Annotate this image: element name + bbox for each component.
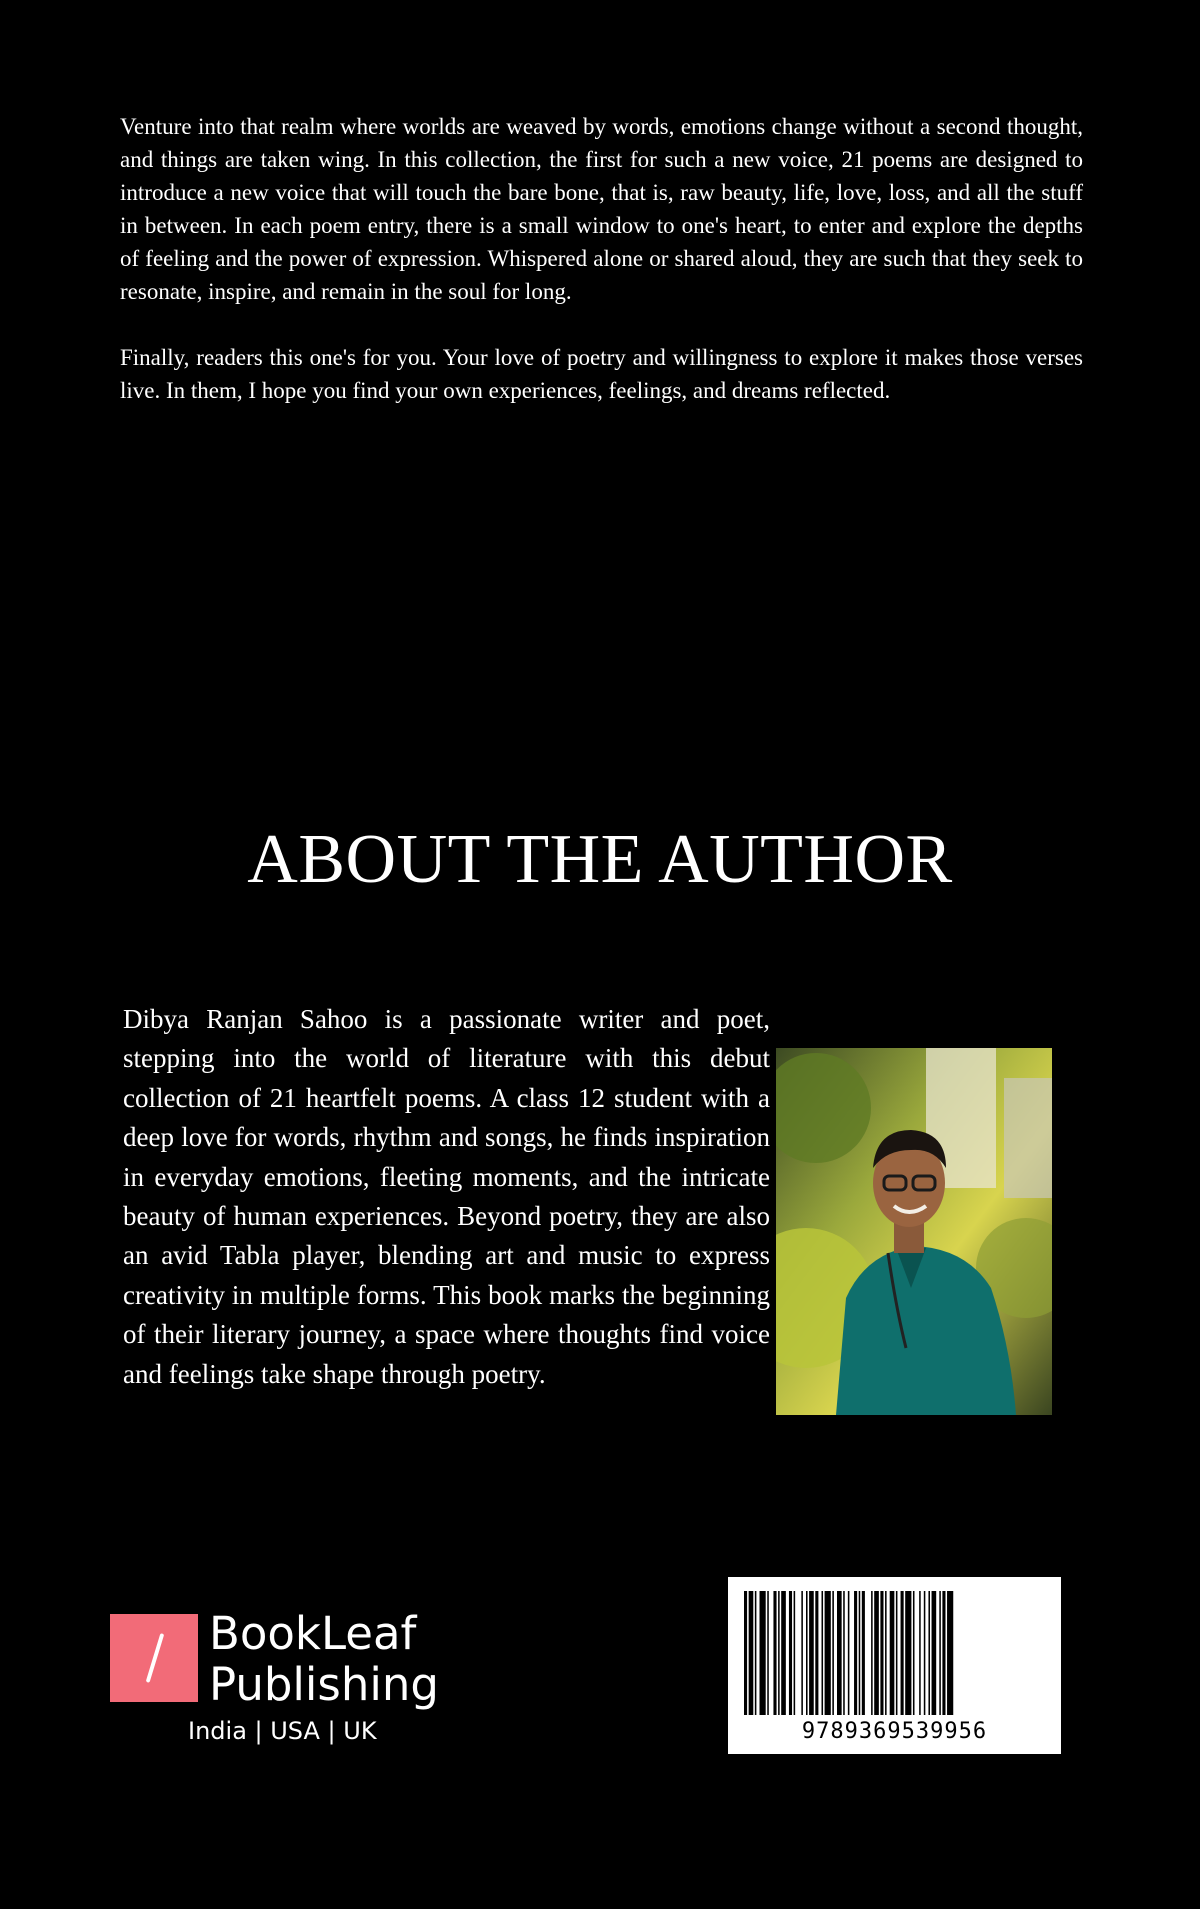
barcode-bar [854,1591,857,1715]
barcode-bar [806,1591,808,1715]
publisher-regions: India | USA | UK [188,1717,377,1745]
barcode-bar [924,1591,926,1715]
barcode-bar [901,1591,904,1715]
barcode-bar [896,1591,898,1715]
publisher-name-line-2: Publishing [209,1658,439,1711]
barcode-bar [885,1591,887,1715]
barcode-icon [744,1591,1045,1715]
barcode-bar [843,1591,845,1715]
barcode-bar [832,1591,834,1715]
blurb-paragraph: Venture into that realm where worlds are weaved by words, emotions change without a second thought, and things are taken wing. In this collection, the first for such a new voice, 21 poems are designed to introduce a new voice that will touch the bare bone, that is, raw beauty, life, love, loss, and all the stuff in between. In each poem entry, there is a small window to one's heart, to enter and explore the depths of feeling and the power of expression. Whispered alone or shared aloud, they are such that they seek to resonate, inspire, and remain in the soul for long. [120,114,1083,304]
author-portrait-image [776,1048,1052,1415]
barcode-bar [913,1591,915,1715]
barcode-bar [744,1591,747,1715]
isbn-barcode [728,1577,1061,1754]
barcode-bar [789,1591,792,1715]
barcode-bar [848,1591,850,1715]
about-author-heading: ABOUT THE AUTHOR [247,821,953,898]
barcode-bar [778,1591,780,1715]
barcode-bar [837,1591,842,1715]
barcode-bar [794,1591,796,1715]
barcode-bar [801,1591,803,1715]
barcode-bar [862,1591,865,1715]
barcode-bar [905,1591,911,1715]
publisher-name-line-1: BookLeaf [209,1607,417,1660]
blurb-paragraph: Finally, readers this one's for you. Your love of poetry and willingness to explore it makes those verses live. In them, I hope you find your own experiences, feelings, and dreams reflected. [120,345,1083,403]
barcode-bar [749,1591,754,1715]
barcode-bar [809,1591,814,1715]
barcode-bar [760,1591,766,1715]
barcode-bar [880,1591,883,1715]
barcode-bar [871,1591,873,1715]
back-cover-blurb [120,110,1083,440]
barcode-bar [939,1591,941,1715]
barcode-bar [874,1591,879,1715]
barcode-bar [815,1591,818,1715]
barcode-bar [767,1591,769,1715]
author-photo [776,1048,1052,1415]
barcode-bar [755,1591,757,1715]
publisher-logo [110,1607,440,1752]
isbn-number: 9789369539956 [801,1719,988,1744]
barcode-bar [822,1591,824,1715]
barcode-bar [947,1591,953,1715]
barcode-bar [890,1591,895,1715]
barcode-bar [825,1591,831,1715]
author-bio: Dibya Ranjan Sahoo is a passionate writer and poet, stepping into the world of literature with this debut collection of 21 heartfelt poems. A class 12 student with a deep love for words, rhythm and songs, he finds inspiration in everyday emotions, fleeting moments, and the intricate beauty of human experiences. Beyond poetry, they are also an avid Tabla player, blending art and music to express creativity in multiple forms. This book marks the beginning of their literary journey, a space where thoughts find voice and feelings take shape through poetry. [123,1004,770,1389]
barcode-bar [942,1591,945,1715]
slash-icon [110,1612,198,1700]
barcode-bar [932,1591,937,1715]
barcode-bar [781,1591,786,1715]
barcode-bar [859,1591,861,1715]
barcode-bar [928,1591,930,1715]
barcode-bar [773,1591,776,1715]
barcode-bar [919,1591,921,1715]
publisher-name [209,1608,439,1710]
